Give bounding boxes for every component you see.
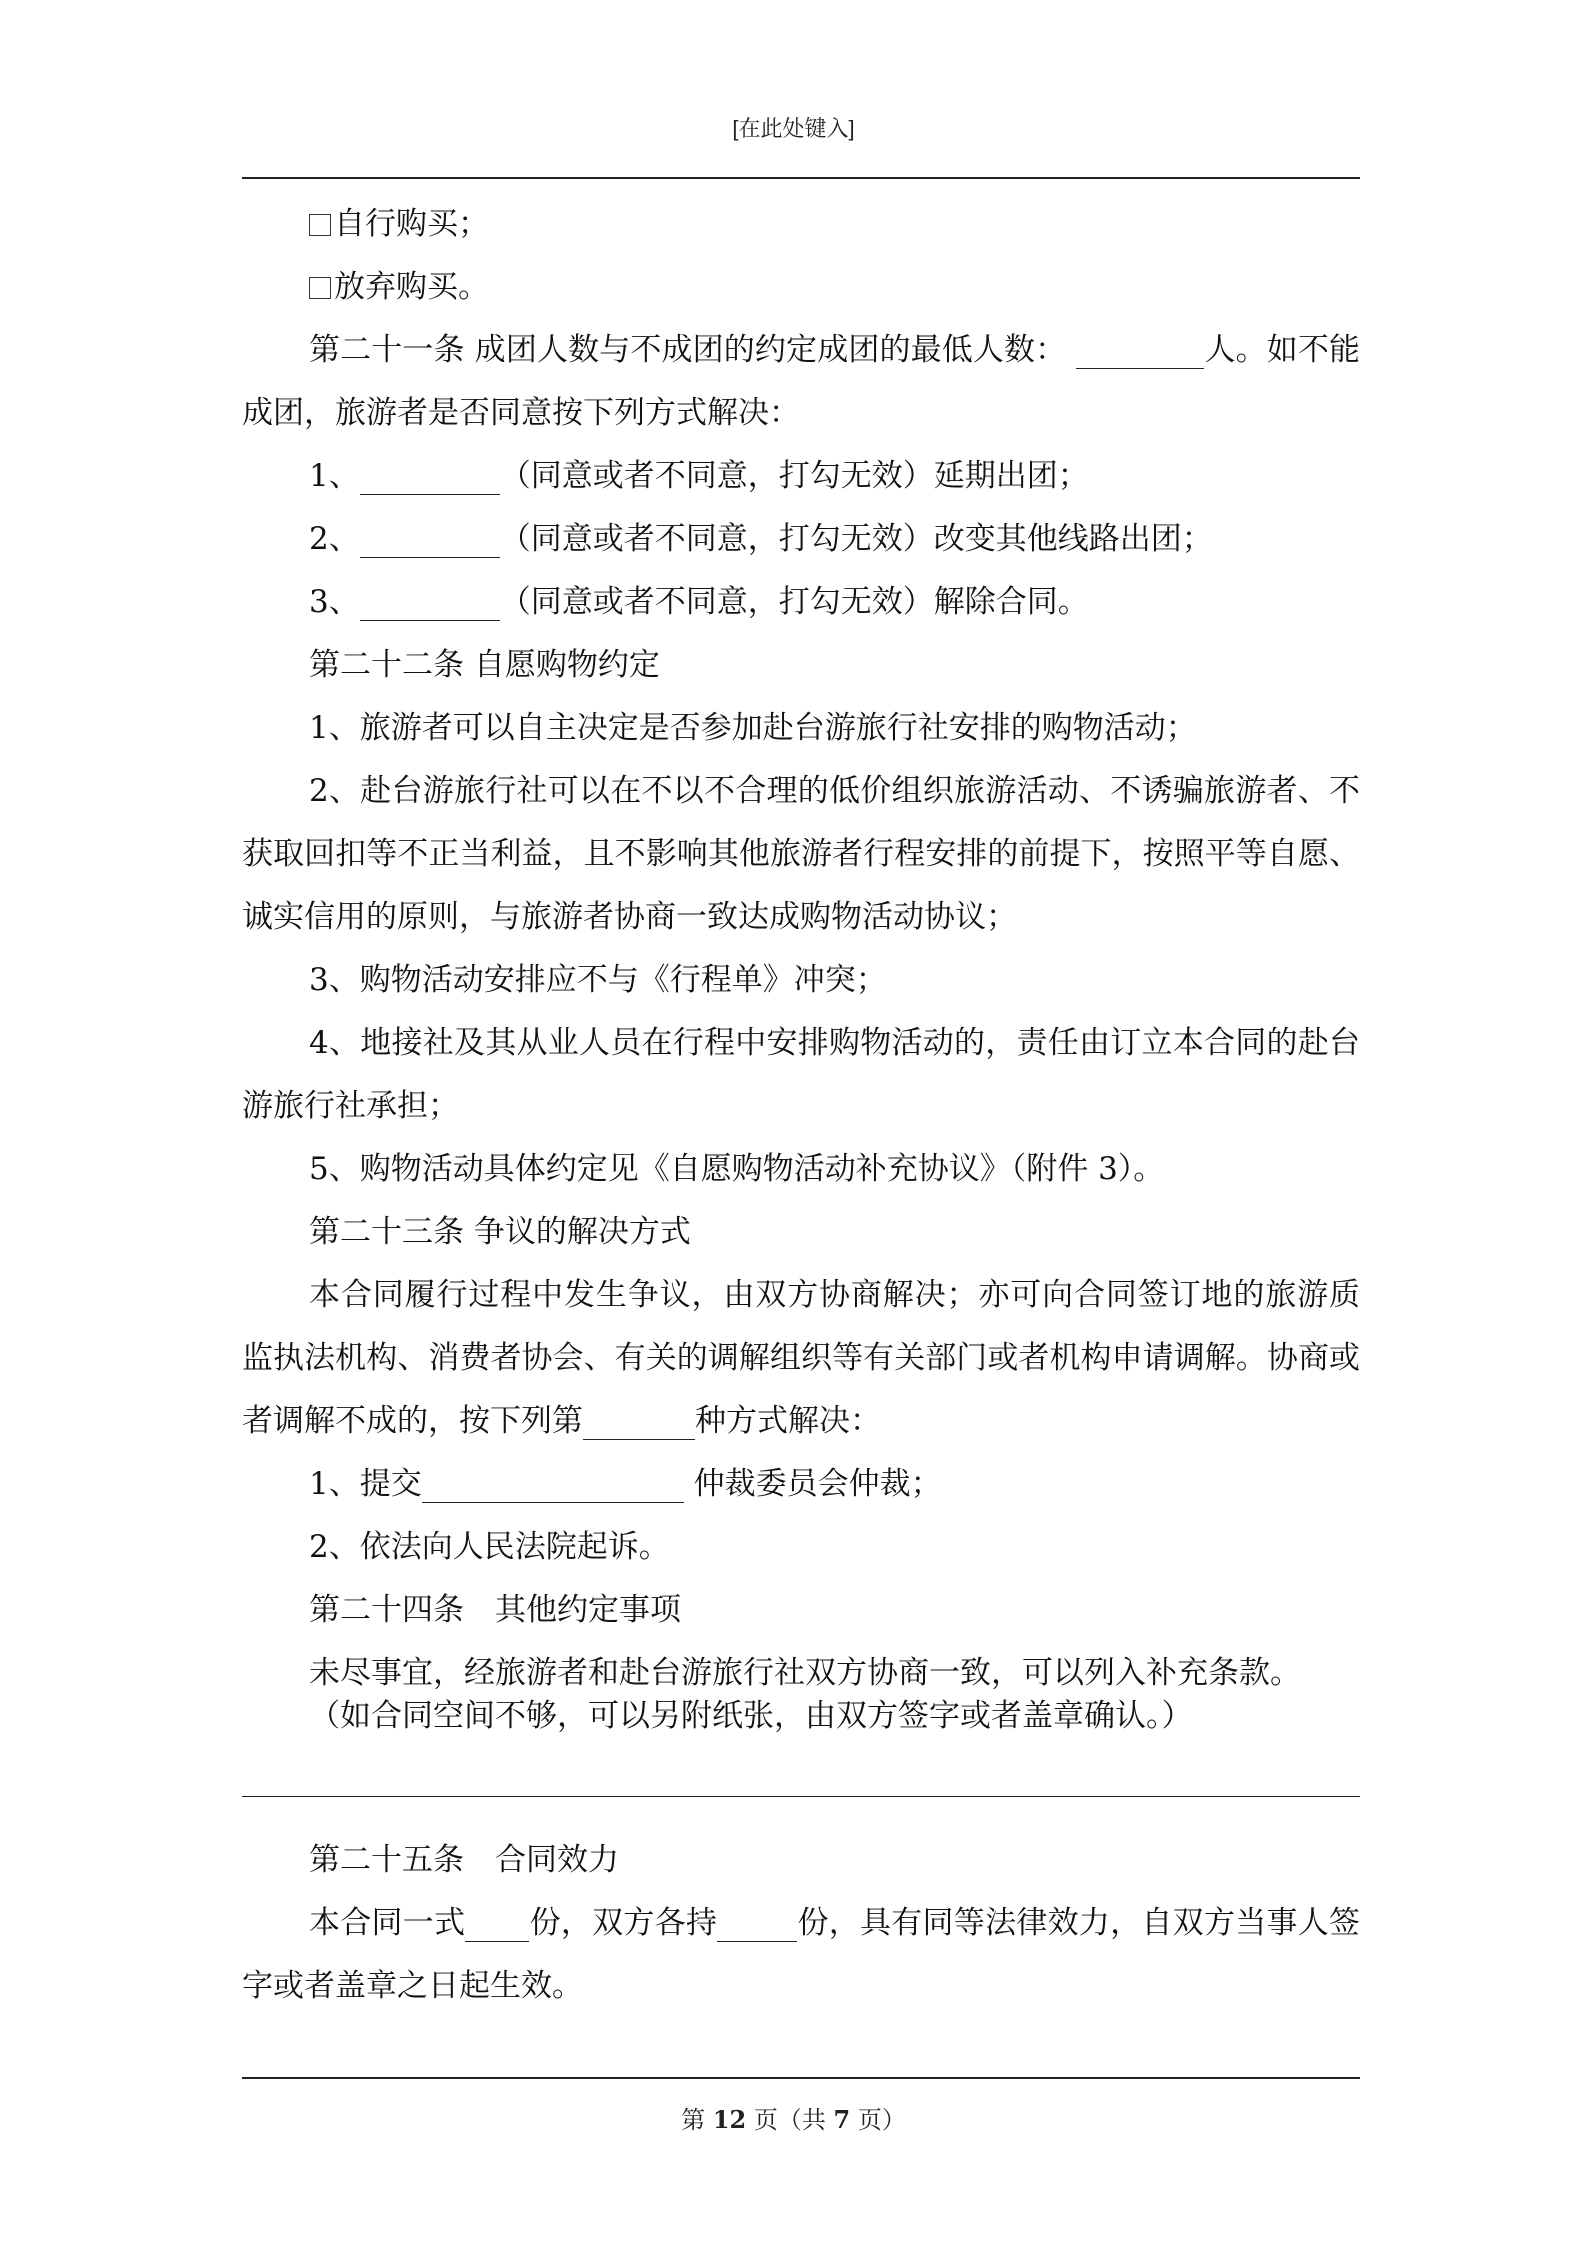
article-24-note: （如合同空间不够，可以另附纸张，由双方签字或者盖章确认。） — [309, 1698, 1193, 1734]
article-23-paragraph: 本合同履行过程中发生争议，由双方协商解决；亦可向合同签订地的旅游质监执法机构、消费者协会、有关的调解组织等有关部门或者机构申请调解。协商或者调解不成的，按下列第 种方式解决： — [242, 1277, 1360, 1439]
min-people-blank[interactable] — [1076, 336, 1204, 370]
footer-rule — [242, 2077, 1360, 2079]
checkbox-icon[interactable] — [309, 214, 331, 236]
copies-each-blank[interactable] — [717, 1909, 797, 1943]
page-header: [在此处键入] — [732, 116, 855, 141]
article-23-option-2: 2、依法向人民法院起诉。 — [309, 1529, 670, 1565]
option-1-blank[interactable] — [360, 462, 500, 496]
article-21: 第二十一条 成团人数与不成团的约定成团的最低人数： 人。如不能成团，旅游者是否同意按下列方式解决： — [242, 332, 1361, 431]
article-24-title: 第二十四条 其他约定事项 — [309, 1592, 681, 1628]
article-23-title: 第二十三条 争议的解决方式 — [309, 1214, 691, 1250]
contract-body-top — [242, 193, 1360, 1739]
total-pages-number: 7 — [833, 2105, 851, 2134]
contract-body-bottom — [242, 1829, 1360, 2018]
option-2-blank[interactable] — [360, 525, 500, 559]
header-rule — [242, 177, 1360, 179]
article-23-option-1: 1、提交 仲裁委员会仲裁； — [309, 1466, 942, 1502]
checkbox-self-purchase: 自行购买； — [242, 193, 1360, 256]
checkbox-give-up-purchase: 放弃购买。 — [242, 256, 1360, 319]
copies-total-blank[interactable] — [465, 1909, 529, 1943]
section-divider — [242, 1796, 1360, 1797]
method-number-blank[interactable] — [583, 1407, 695, 1441]
article-25-text: 本合同一式 份，双方各持 份，具有同等法律效力，自双方当事人签字或者盖章之日起生效。 — [242, 1905, 1361, 2004]
current-page-number: 12 — [712, 2105, 747, 2134]
article-22-item-3: 3、购物活动安排应不与《行程单》冲突； — [309, 962, 887, 998]
article-22-title: 第二十二条 自愿购物约定 — [309, 647, 660, 683]
article-22-item-5: 5、购物活动具体约定见《自愿购物活动补充协议》（附件 3）。 — [309, 1151, 1165, 1187]
article-22-item-1: 1、旅游者可以自主决定是否参加赴台游旅行社安排的购物活动； — [309, 710, 1197, 746]
option-3: 3、 （同意或者不同意，打勾无效）解除合同。 — [309, 584, 1089, 620]
checkbox-icon[interactable] — [309, 277, 331, 299]
page-footer: 第 12 页（共 7 页） — [681, 2105, 906, 2134]
article-22-item-4: 4、地接社及其从业人员在行程中安排购物活动的，责任由订立本合同的赴台游旅行社承担； — [242, 1025, 1360, 1124]
article-22-item-2: 2、赴台游旅行社可以在不以不合理的低价组织旅游活动、不诱骗旅游者、不获取回扣等不正当利益，且不影响其他旅游者行程安排的前提下，按照平等自愿、诚实信用的原则，与旅游者协商一致达成购物活动协议； — [242, 773, 1360, 935]
option-1: 1、 （同意或者不同意，打勾无效）延期出团； — [309, 458, 1089, 494]
article-24-text: 未尽事宜，经旅游者和赴台游旅行社双方协商一致，可以列入补充条款。 — [309, 1655, 1301, 1691]
option-3-blank[interactable] — [360, 588, 500, 622]
option-2: 2、 （同意或者不同意，打勾无效）改变其他线路出团； — [309, 521, 1213, 557]
article-25-title: 第二十五条 合同效力 — [309, 1842, 619, 1878]
arbitration-commission-blank[interactable] — [422, 1470, 684, 1504]
